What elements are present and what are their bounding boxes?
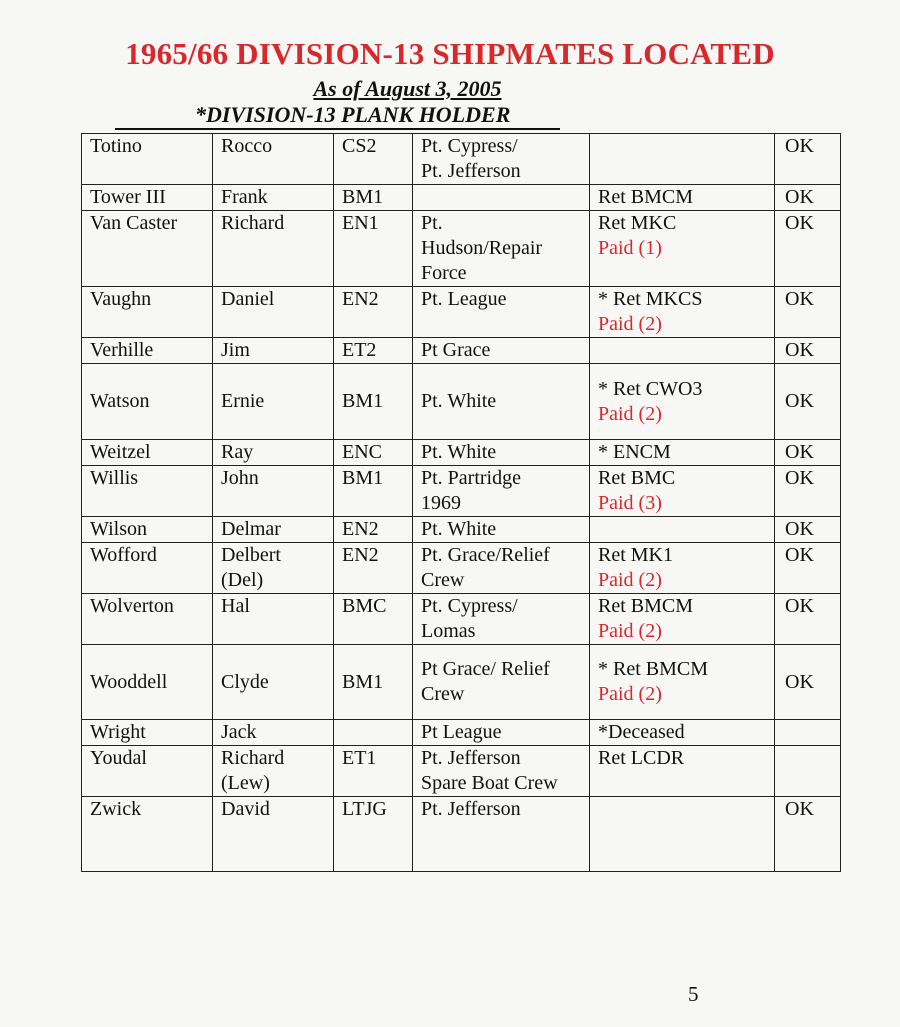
- first-name-cell: [213, 797, 334, 872]
- status-cell: [590, 440, 775, 466]
- unit-cell: [413, 746, 590, 797]
- first-name-cell-line: Delmar: [221, 518, 281, 540]
- rate-cell: EN1: [334, 211, 413, 287]
- rate-cell: BM1: [334, 466, 413, 517]
- unit-cell-line: Pt.: [421, 212, 443, 234]
- first-name-cell: [213, 466, 334, 517]
- table-row: [82, 797, 841, 872]
- rate-cell: EN2: [334, 543, 413, 594]
- last-name-cell: Weitzel: [82, 440, 213, 466]
- last-name-cell: Totino: [82, 134, 213, 185]
- retirement-status: * Ret BMCM: [598, 658, 709, 680]
- unit-cell-line: Lomas: [421, 620, 476, 642]
- first-name-cell-line: David: [221, 798, 270, 820]
- unit-cell-line: Pt. White: [421, 441, 497, 463]
- first-name-cell: [213, 517, 334, 543]
- paid-status: Paid (2): [598, 620, 662, 642]
- first-name-cell: [213, 645, 334, 720]
- status-cell: [590, 543, 775, 594]
- unit-cell: [413, 720, 590, 746]
- unit-cell: [413, 466, 590, 517]
- rate-cell: CS2: [334, 134, 413, 185]
- page-title: 1965/66 DIVISION-13 SHIPMATES LOCATED: [125, 36, 775, 71]
- first-name-cell-line: Richard: [221, 747, 285, 769]
- last-name-cell: Wolverton: [82, 594, 213, 645]
- ok-cell: OK: [775, 594, 841, 645]
- unit-cell-line: Pt. Jefferson: [421, 798, 521, 820]
- first-name-cell-line: Frank: [221, 186, 268, 208]
- ok-cell: OK: [775, 364, 841, 440]
- table-row: [82, 364, 841, 440]
- unit-cell-line: Hudson/Repair: [421, 237, 543, 259]
- first-name-cell-line: (Del): [221, 569, 264, 591]
- first-name-cell-line: John: [221, 467, 259, 489]
- unit-cell-line: Pt Grace/ Relief: [421, 658, 550, 680]
- paid-status: Paid (2): [598, 569, 662, 591]
- status-cell: [590, 797, 775, 872]
- unit-cell: [413, 543, 590, 594]
- status-cell: [590, 134, 775, 185]
- unit-cell-line: Spare Boat Crew: [421, 772, 558, 794]
- status-cell: [590, 594, 775, 645]
- paid-status: Paid (2): [598, 313, 662, 335]
- unit-cell-line: 1969: [421, 492, 461, 514]
- last-name-cell: Watson: [82, 364, 213, 440]
- table-row: [82, 338, 841, 364]
- unit-cell-line: Crew: [421, 569, 465, 591]
- ok-cell: OK: [775, 466, 841, 517]
- unit-cell: [413, 185, 590, 211]
- first-name-cell: [213, 211, 334, 287]
- retirement-status: Ret BMCM: [598, 186, 694, 208]
- unit-cell-line: Crew: [421, 683, 465, 705]
- table-row: [82, 211, 841, 287]
- ok-cell: OK: [775, 287, 841, 338]
- table-row: [82, 440, 841, 466]
- unit-cell: [413, 517, 590, 543]
- ok-cell: OK: [775, 440, 841, 466]
- rate-cell: BM1: [334, 364, 413, 440]
- ok-cell: OK: [775, 185, 841, 211]
- plank-holder-note: *DIVISION-13 PLANK HOLDER: [195, 102, 511, 127]
- rate-cell: BM1: [334, 185, 413, 211]
- retirement-status: * ENCM: [598, 441, 671, 463]
- rate-cell: BMC: [334, 594, 413, 645]
- first-name-cell: [213, 338, 334, 364]
- unit-cell-line: Pt. Jefferson: [421, 160, 521, 182]
- status-cell: [590, 211, 775, 287]
- first-name-cell-line: Ray: [221, 441, 254, 463]
- retirement-status: *Deceased: [598, 721, 685, 743]
- unit-cell: [413, 645, 590, 720]
- last-name-cell: Wofford: [82, 543, 213, 594]
- last-name-cell: Tower III: [82, 185, 213, 211]
- first-name-cell-line: Delbert: [221, 544, 281, 566]
- ok-cell: OK: [775, 338, 841, 364]
- paid-status: Paid (2): [598, 402, 662, 425]
- unit-cell: [413, 364, 590, 440]
- status-cell: [590, 746, 775, 797]
- unit-cell-line: Pt. Grace/Relief: [421, 544, 550, 566]
- unit-cell: [413, 211, 590, 287]
- last-name-cell: Van Caster: [82, 211, 213, 287]
- table-row: [82, 746, 841, 797]
- first-name-cell-line: Richard: [221, 212, 285, 234]
- first-name-cell-line: Clyde: [221, 670, 269, 693]
- ok-cell: [775, 746, 841, 797]
- first-name-cell-line: Rocco: [221, 135, 273, 157]
- unit-cell: [413, 594, 590, 645]
- ok-cell: OK: [775, 645, 841, 720]
- last-name-cell: Verhille: [82, 338, 213, 364]
- first-name-cell: [213, 287, 334, 338]
- unit-cell-line: Pt Grace: [421, 339, 491, 361]
- retirement-status: Ret MKC: [598, 212, 677, 234]
- retirement-status: * Ret CWO3: [598, 377, 703, 400]
- first-name-cell: [213, 543, 334, 594]
- rate-cell: EN2: [334, 517, 413, 543]
- unit-cell-line: Pt. White: [421, 390, 497, 412]
- retirement-status: * Ret MKCS: [598, 288, 703, 310]
- table-row: [82, 517, 841, 543]
- retirement-status: Ret LCDR: [598, 747, 685, 769]
- last-name-cell: Wooddell: [82, 645, 213, 720]
- ok-cell: [775, 720, 841, 746]
- first-name-cell: [213, 594, 334, 645]
- status-cell: [590, 517, 775, 543]
- first-name-cell: [213, 364, 334, 440]
- first-name-cell: [213, 746, 334, 797]
- first-name-cell-line: Daniel: [221, 288, 275, 310]
- ok-cell: OK: [775, 134, 841, 185]
- first-name-cell-line: Hal: [221, 595, 250, 617]
- status-cell: [590, 466, 775, 517]
- table-row: [82, 185, 841, 211]
- unit-cell-line: Pt. Cypress/: [421, 135, 518, 157]
- rate-cell: ENC: [334, 440, 413, 466]
- status-cell: [590, 185, 775, 211]
- ok-cell: OK: [775, 517, 841, 543]
- status-cell: [590, 338, 775, 364]
- table-row: [82, 594, 841, 645]
- ok-cell: OK: [775, 211, 841, 287]
- last-name-cell: Willis: [82, 466, 213, 517]
- first-name-cell: [213, 134, 334, 185]
- last-name-cell: Zwick: [82, 797, 213, 872]
- rate-cell: EN2: [334, 287, 413, 338]
- paid-status: Paid (1): [598, 237, 662, 259]
- status-cell: [590, 287, 775, 338]
- first-name-cell-line: Jack: [221, 721, 257, 743]
- unit-cell: [413, 797, 590, 872]
- status-cell: [590, 720, 775, 746]
- rate-cell: BM1: [334, 645, 413, 720]
- last-name-cell: Wright: [82, 720, 213, 746]
- unit-cell: [413, 287, 590, 338]
- table-row: [82, 645, 841, 720]
- last-name-cell: Vaughn: [82, 287, 213, 338]
- status-cell: [590, 645, 775, 720]
- first-name-cell: [213, 720, 334, 746]
- rate-cell: ET1: [334, 746, 413, 797]
- first-name-cell-line: Ernie: [221, 390, 265, 412]
- rate-cell: ET2: [334, 338, 413, 364]
- unit-cell-line: Pt League: [421, 721, 502, 743]
- rate-cell: LTJG: [334, 797, 413, 872]
- unit-cell-line: Pt. Partridge: [421, 467, 521, 489]
- header-rule: [115, 128, 560, 130]
- paid-status: Paid (2): [598, 683, 662, 705]
- rate-cell: [334, 720, 413, 746]
- first-name-cell: [213, 185, 334, 211]
- table-row: [82, 543, 841, 594]
- table-row: [82, 134, 841, 185]
- page-number: 5: [688, 982, 699, 1006]
- unit-cell-line: Pt. Jefferson: [421, 747, 521, 769]
- retirement-status: Ret BMCM: [598, 595, 694, 617]
- table-row: [82, 287, 841, 338]
- unit-cell-line: Pt. League: [421, 288, 507, 310]
- status-cell: [590, 364, 775, 440]
- table-row: [82, 720, 841, 746]
- paid-status: Paid (3): [598, 492, 662, 514]
- unit-cell-line: Pt. White: [421, 518, 497, 540]
- unit-cell: [413, 338, 590, 364]
- first-name-cell: [213, 440, 334, 466]
- first-name-cell-line: Jim: [221, 339, 250, 361]
- retirement-status: Ret BMC: [598, 467, 676, 489]
- last-name-cell: Wilson: [82, 517, 213, 543]
- retirement-status: Ret MK1: [598, 544, 673, 566]
- ok-cell: OK: [775, 543, 841, 594]
- shipmates-table: [81, 133, 841, 872]
- first-name-cell-line: (Lew): [221, 772, 270, 794]
- ok-cell: OK: [775, 797, 841, 872]
- table-row: [82, 466, 841, 517]
- last-name-cell: Youdal: [82, 746, 213, 797]
- unit-cell: [413, 440, 590, 466]
- unit-cell-line: Force: [421, 262, 467, 284]
- unit-cell-line: Pt. Cypress/: [421, 595, 518, 617]
- unit-cell: [413, 134, 590, 185]
- as-of-date: As of August 3, 2005: [313, 76, 502, 101]
